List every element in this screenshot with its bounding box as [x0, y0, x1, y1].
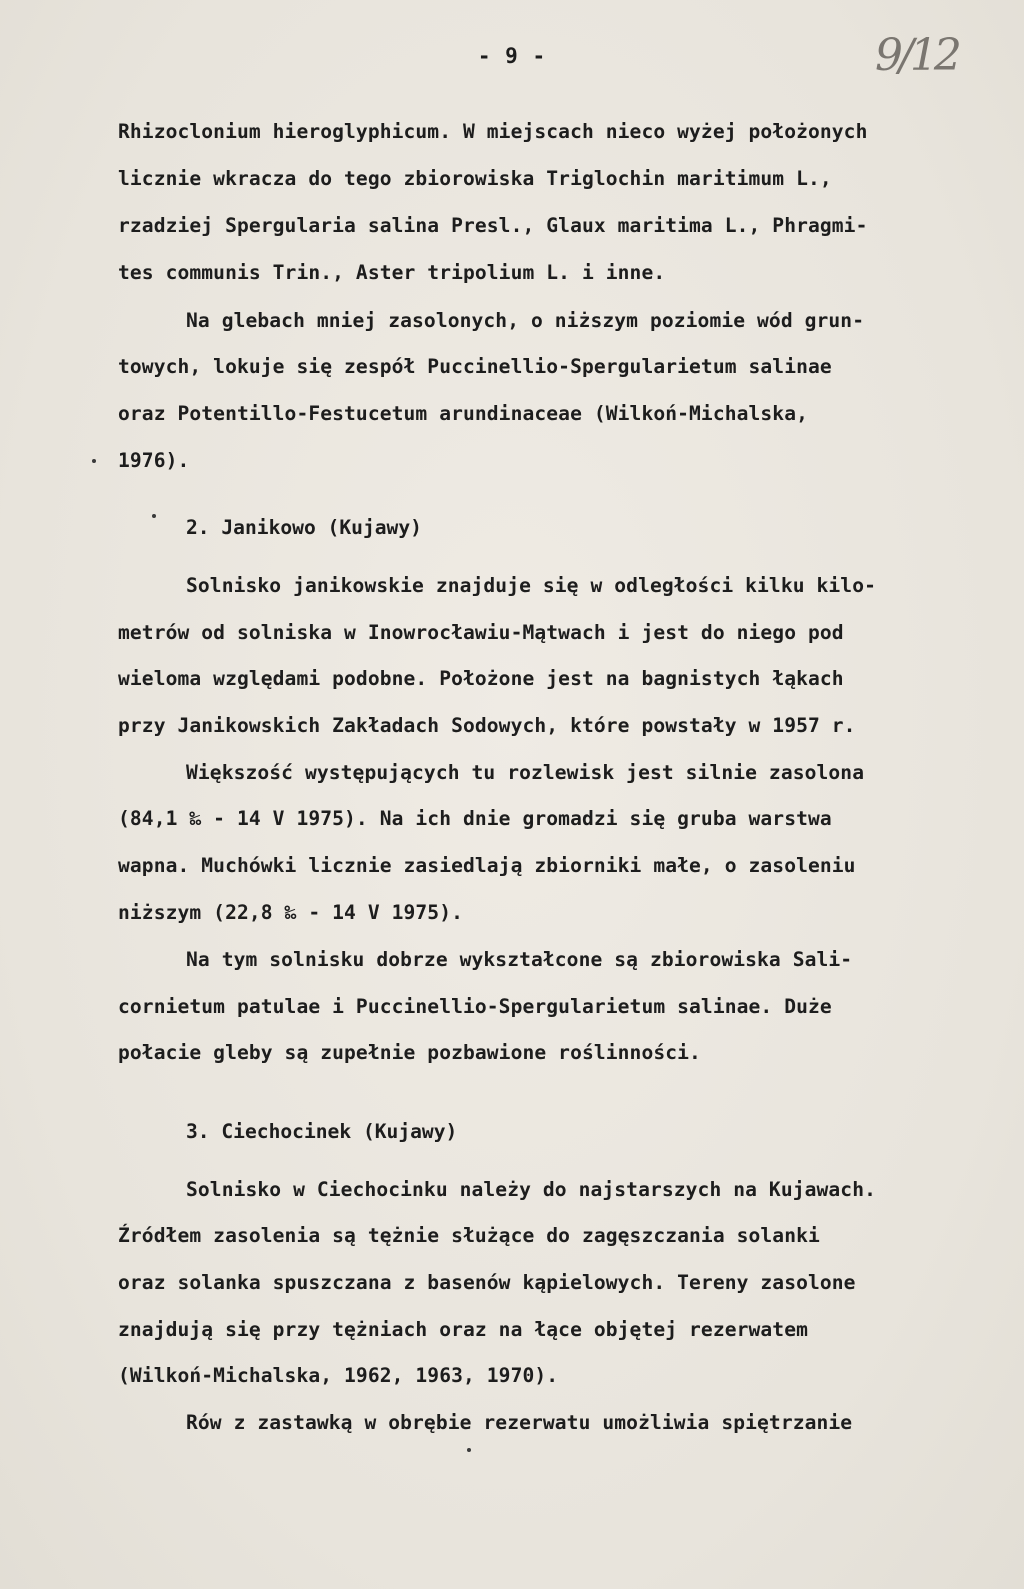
text-line: Źródłem zasolenia są tężnie służące do zagęszczania solanki [118, 1224, 820, 1247]
text-line: rzadziej Spergularia salina Presl., Glaux maritima L., Phragmi- [118, 214, 868, 237]
text-line: Solnisko janikowskie znajduje się w odległości kilku kilo- [186, 574, 876, 597]
text-line: oraz Potentillo-Festucetum arundinaceae (Wilkoń-Michalska, [118, 402, 808, 425]
text-line: Większość występujących tu rozlewisk jest silnie zasolona [186, 761, 865, 784]
section-heading-ciechocinek: 3. Ciechocinek (Kujawy) [186, 1120, 458, 1143]
text-line: niższym (22,8 ‰ - 14 V 1975). [118, 901, 463, 924]
text-line: wapna. Muchówki licznie zasiedlają zbiorniki małe, o zasoleniu [118, 854, 856, 877]
page-number: - 9 - [477, 44, 547, 68]
text-line: znajdują się przy tężniach oraz na łące objętej rezerwatem [118, 1318, 808, 1341]
text-line: Rów z zastawką w obrębie rezerwatu umożliwia spiętrzanie [186, 1411, 853, 1434]
text-line: licznie wkracza do tego zbiorowiska Triglochin maritimum L., [118, 167, 832, 190]
text-line: wieloma względami podobne. Położone jest na bagnistych łąkach [118, 667, 844, 690]
text-line: Rhizoclonium hieroglyphicum. W miejscach nieco wyżej położonych [118, 120, 868, 143]
scan-speck [467, 1448, 471, 1452]
section-heading-janikowo: 2. Janikowo (Kujawy) [186, 516, 422, 539]
text-line: tes communis Trin., Aster tripolium L. i inne. [118, 261, 666, 284]
handwritten-archive-mark: 9/12 [875, 30, 958, 81]
text-line: połacie gleby są zupełnie pozbawione roślinności. [118, 1041, 701, 1064]
text-line: Solnisko w Ciechocinku należy do najstarszych na Kujawach. [186, 1178, 876, 1201]
text-line: cornietum patulae i Puccinellio-Spergularietum salinae. Duże [118, 995, 832, 1018]
scan-speck [152, 514, 156, 518]
text-line: (Wilkoń-Michalska, 1962, 1963, 1970). [118, 1364, 559, 1387]
text-line: Na tym solnisku dobrze wykształcone są zbiorowiska Sali- [186, 948, 853, 971]
text-line: oraz solanka spuszczana z basenów kąpielowych. Tereny zasolone [118, 1271, 856, 1294]
text-line: przy Janikowskich Zakładach Sodowych, które powstały w 1957 r. [118, 714, 856, 737]
scan-speck [92, 459, 96, 463]
text-line: Na glebach mniej zasolonych, o niższym poziomie wód grun- [186, 309, 865, 332]
text-line: metrów od solniska w Inowrocławiu-Mątwach i jest do niego pod [118, 621, 844, 644]
text-line: (84,1 ‰ - 14 V 1975). Na ich dnie gromadzi się gruba warstwa [118, 807, 832, 830]
text-line: towych, lokuje się zespół Puccinellio-Spergularietum salinae [118, 355, 832, 378]
text-line: 1976). [118, 449, 190, 472]
